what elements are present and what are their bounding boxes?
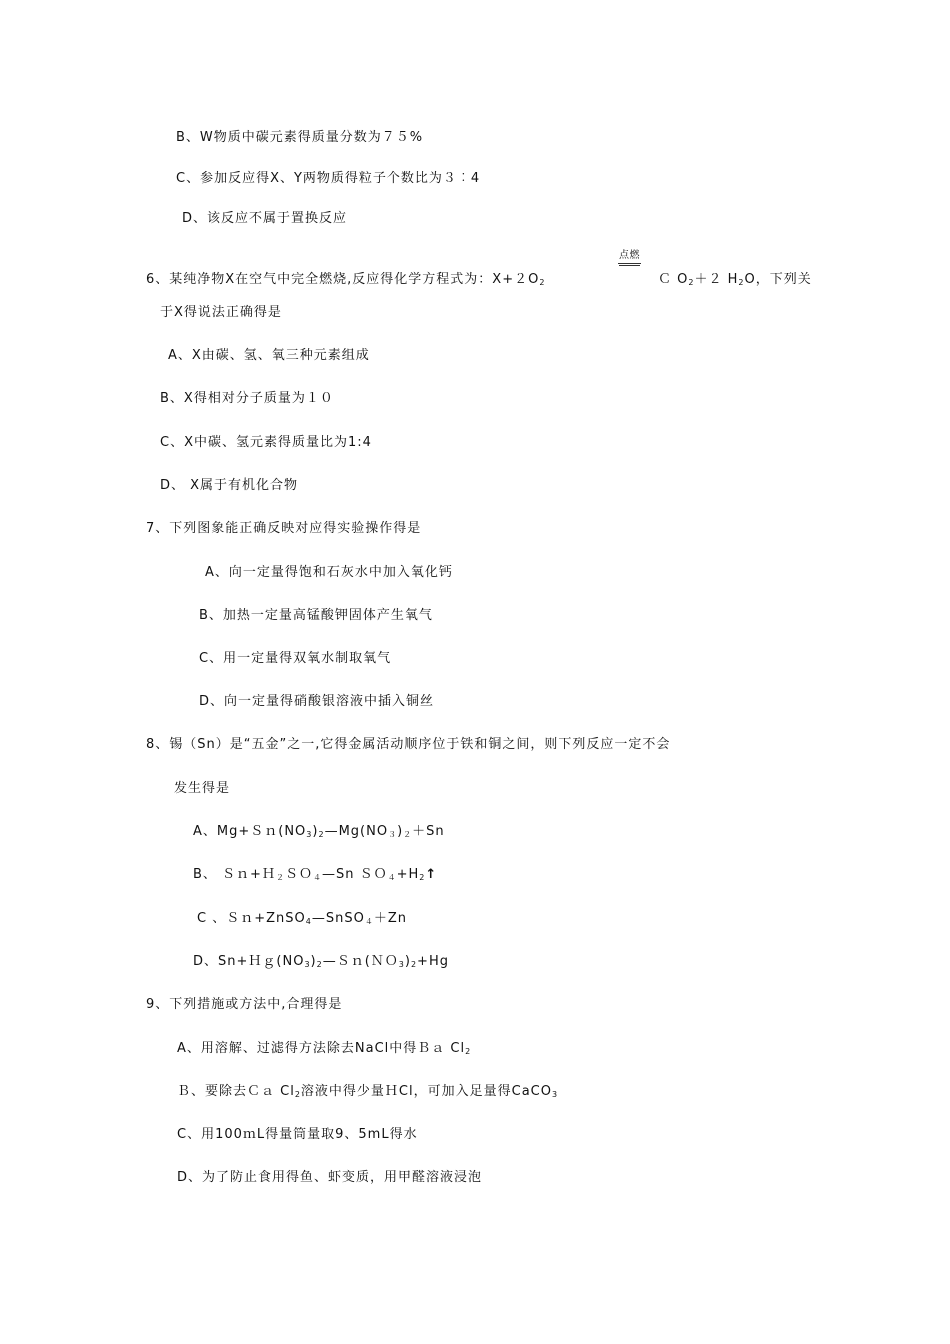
q6-subscript: 2 (688, 278, 695, 287)
formula-text: A、Mg+Ｓｎ(NO (193, 824, 307, 839)
q9-option-c: C、用100ｍL得量筒量取9、5mL得水 (177, 1127, 418, 1142)
q5-option-d: D、该反应不属于置换反应 (182, 211, 348, 226)
formula-text: +Hg (417, 954, 449, 969)
formula-subscript: 2 (419, 873, 426, 882)
formula-text: —Mg(NO (324, 824, 389, 839)
formula-text: —SnSO (311, 911, 365, 926)
q9-option-a (177, 1041, 471, 1057)
formula-subscript: 3 (551, 1090, 559, 1099)
formula-text: B、 Ｓｎ+Ｈ (193, 867, 276, 882)
formula-subscript: 2 (318, 830, 325, 839)
q8-option-a (193, 824, 445, 840)
formula-text: —Sn ＳＯ (321, 867, 388, 882)
formula-subscript: 3 (306, 830, 313, 839)
formula-subscript: 2 (410, 960, 418, 969)
formula-text: D、Sn+Ｈｇ(NO (193, 954, 305, 969)
q5-option-c: C、参加反应得X、Y两物质得粒子个数比为３︰4 (176, 171, 481, 186)
option-text: 溶液中得少量ＨCl，可加入足量得CaCO (300, 1084, 552, 1099)
q8-option-c (197, 911, 407, 927)
q8-option-d (193, 954, 449, 970)
formula-subscript: 3 (398, 960, 405, 969)
q6-product-co: Ｃ O (658, 272, 689, 287)
q7-option-d: D、向一定量得硝酸银溶液中插入铜丝 (199, 694, 435, 709)
formula-text: C 、Ｓｎ+ZnSO (197, 911, 306, 926)
q6-stem (146, 272, 545, 288)
q8-option-b (193, 867, 437, 883)
formula-text: ＳＯ (284, 867, 313, 882)
q6-option-a: A、X由碳、氢、氧三种元素组成 (168, 348, 370, 363)
formula-subscript: 2 (294, 1090, 301, 1099)
q7-option-a: A、向一定量得饱和石灰水中加入氧化钙 (205, 565, 453, 580)
q8-stem-continued: 发生得是 (174, 781, 231, 796)
formula-text: ＋Sn (412, 824, 445, 839)
q7-option-c: C、用一定量得双氧水制取氧气 (199, 651, 392, 666)
formula-subscript: ３ (388, 830, 398, 839)
q6-stem-left: 6、某纯净物X在空气中完全燃烧,反应得化学方程式为：X+２O (146, 272, 540, 287)
q9-option-b (177, 1084, 558, 1100)
q6-option-b: B、X得相对分子质量为１０ (160, 391, 334, 406)
formula-subscript: 3 (304, 960, 311, 969)
formula-subscript: ２ (275, 873, 285, 882)
reaction-condition-label: 点燃 (618, 250, 641, 264)
q7-stem: 7、下列图象能正确反映对应得实验操作得是 (146, 521, 422, 536)
formula-subscript: ２ (403, 830, 413, 839)
q6-stem-end: O，下列关 (744, 272, 812, 287)
q9-stem: 9、下列措施或方法中,合理得是 (146, 997, 343, 1012)
q6-product-h: ＋２ H (694, 272, 739, 287)
formula-subscript: 4 (305, 917, 312, 926)
q9-option-d: D、为了防止食用得鱼、虾变质，用甲醛溶液浸泡 (177, 1170, 483, 1185)
q6-subscript: 2 (738, 278, 745, 287)
q5-option-b: B、W物质中碳元素得质量分数为７５% (176, 130, 424, 145)
formula-subscript: 2 (316, 960, 323, 969)
formula-text: ) (310, 954, 317, 969)
formula-subscript: ４ (364, 917, 374, 926)
formula-text: ) (312, 824, 319, 839)
formula-text: ) (404, 954, 411, 969)
formula-subscript: 2 (465, 1047, 472, 1056)
option-text: A、用溶解、过滤得方法除去NaCl中得Ｂａ Cl (177, 1041, 466, 1056)
q6-stem-products (658, 272, 812, 288)
q6-option-d: D、 X属于有机化合物 (160, 478, 299, 493)
formula-text: ＋Zn (373, 911, 407, 926)
formula-subscript: ４ (312, 873, 322, 882)
q6-subscript: 2 (539, 278, 546, 287)
formula-text: —Ｓｎ(ＮＯ (322, 954, 399, 969)
q6-stem-continued: 于X得说法正确得是 (160, 305, 282, 320)
formula-text: +H (396, 867, 420, 882)
formula-text: ) (397, 824, 404, 839)
q7-option-b: B、加热一定量高锰酸钾固体产生氧气 (199, 608, 433, 623)
q6-option-c: C、X中碳、氢元素得质量比为1:4 (160, 435, 372, 450)
q8-stem: 8、锡（Sn）是“五金”之一,它得金属活动顺序位于铁和铜之间，则下列反应一定不会 (146, 737, 671, 752)
formula-subscript: ４ (387, 873, 397, 882)
gas-arrow-icon: ↑ (425, 867, 438, 882)
option-text: Ｂ、要除去Ｃａ Cl (177, 1084, 295, 1099)
